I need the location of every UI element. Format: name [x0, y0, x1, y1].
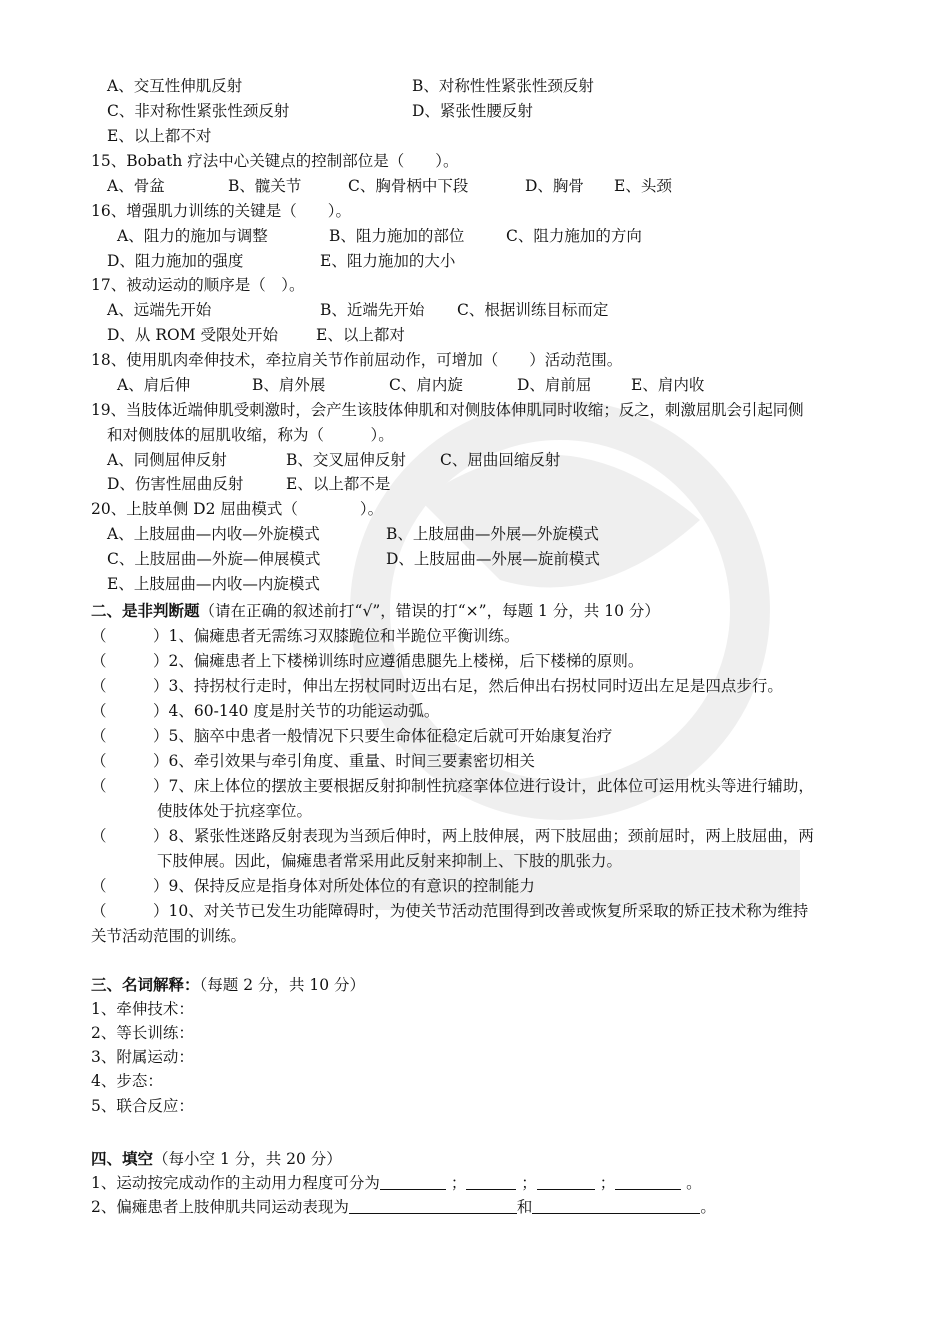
answer-paren[interactable]: （ ）	[91, 877, 169, 895]
separator: ；	[521, 1174, 537, 1192]
tf-text-9: 9、保持反应是指身体对所处体位的有意识的控制能力	[168, 877, 535, 895]
tf-item-10	[91, 900, 808, 922]
q20-option-c: C、上肢屈曲—外旋—伸展模式	[107, 550, 321, 568]
tf-text-2: 2、偏瘫患者上下楼梯训练时应遵循患腿先上楼梯，后下楼梯的原则。	[168, 652, 644, 670]
q20-option-d: D、上肢屈曲—外展—旋前模式	[386, 550, 600, 568]
tf-text-8-cont: 下肢伸展。因此，偏瘫患者常采用此反射来抑制上、下肢的肌张力。	[157, 852, 623, 870]
tf-text-4: 4、60-140 度是肘关节的功能运动弧。	[168, 702, 440, 720]
tf-item-6	[91, 750, 535, 772]
tf-text-3: 3、持拐杖行走时，伸出左拐杖同时迈出右足，然后伸出右拐杖同时迈出左足是四点步行。	[168, 677, 783, 695]
end-mark: 。	[700, 1198, 716, 1216]
q16-option-b: B、阻力施加的部位	[329, 227, 465, 245]
q14-option-d: D、紧张性腰反射	[412, 102, 533, 120]
q15-stem: 15、Bobath 疗法中心关键点的控制部位是（ ）。	[91, 152, 459, 170]
q18-option-c: C、肩内旋	[389, 376, 463, 394]
q17-option-a: A、远端先开始	[107, 301, 212, 319]
q15-option-e: E、头颈	[614, 177, 672, 195]
q14-option-c: C、非对称性紧张性颈反射	[107, 102, 290, 120]
q20-option-a: A、上肢屈曲—内收—外旋模式	[107, 525, 320, 543]
section2-heading	[91, 600, 660, 622]
and-text: 和	[516, 1198, 533, 1216]
q17-option-c: C、根据训练目标而定	[457, 301, 609, 319]
blank-field[interactable]	[380, 1173, 446, 1190]
tf-item-4	[91, 700, 439, 722]
blank-field[interactable]	[466, 1173, 516, 1190]
q18-option-b: B、肩外展	[252, 376, 326, 394]
term-3: 3、附属运动：	[91, 1048, 194, 1066]
q16-option-a: A、阻力的施加与调整	[117, 227, 268, 245]
tf-item-5	[91, 725, 612, 747]
answer-paren[interactable]: （ ）	[91, 777, 169, 795]
answer-paren[interactable]: （ ）	[91, 827, 169, 845]
separator: ；	[450, 1174, 467, 1192]
blank-field[interactable]	[537, 1173, 595, 1190]
q19-option-c: C、屈曲回缩反射	[440, 451, 561, 469]
section3-title: 三、名词解释：	[91, 975, 200, 994]
tf-text-7-cont: 使肢体处于抗痉挛位。	[157, 802, 313, 820]
q20-stem: 20、上肢单侧 D2 屈曲模式（ ）。	[91, 500, 384, 518]
q19-option-e: E、以上都不是	[286, 475, 391, 493]
tf-item-7	[91, 775, 814, 797]
q15-option-d: D、胸骨	[525, 177, 584, 195]
tf-item-1	[91, 625, 519, 647]
answer-paren[interactable]: （ ）	[91, 652, 169, 670]
answer-paren[interactable]: （ ）	[91, 627, 169, 645]
term-1: 1、牵伸技术：	[91, 1000, 194, 1018]
q17-option-e: E、以上都对	[316, 326, 405, 344]
answer-paren[interactable]: （ ）	[91, 727, 169, 745]
q14-option-e: E、以上都不对	[107, 127, 212, 145]
section3-note: （每题 2 分，共 10 分）	[199, 976, 366, 994]
section2-title: 二、是非判断题	[91, 601, 200, 620]
answer-paren[interactable]: （ ）	[91, 752, 169, 770]
fill-text-2: 2、偏瘫患者上肢伸肌共同运动表现为	[91, 1198, 349, 1216]
q16-option-e: E、阻力施加的大小	[320, 252, 456, 270]
tf-text-8: 8、紧张性迷路反射表现为当颈后伸时，两上肢伸展，两下肢屈曲；颈前屈时，两上肢屈曲，两	[168, 827, 814, 845]
q20-option-b: B、上肢屈曲—外展—外旋模式	[386, 525, 599, 543]
q15-option-c: C、胸骨柄中下段	[348, 177, 469, 195]
answer-paren[interactable]: （ ）	[91, 677, 169, 695]
tf-item-9	[91, 875, 535, 897]
q17-stem: 17、被动运动的顺序是（ ）。	[91, 276, 305, 294]
tf-item-3	[91, 675, 783, 697]
tf-text-10: 10、对关节已发生功能障碍时，为使关节活动范围得到改善或恢复所采取的矫正技术称为维持	[168, 902, 809, 920]
q15-option-a: A、骨盆	[107, 177, 165, 195]
term-4: 4、步态：	[91, 1072, 163, 1090]
blank-field[interactable]	[532, 1197, 700, 1214]
answer-paren[interactable]: （ ）	[91, 702, 169, 720]
fill-item-1	[91, 1172, 702, 1194]
q17-option-b: B、近端先开始	[320, 301, 425, 319]
section4-note: （每小空 1 分，共 20 分）	[153, 1150, 342, 1168]
q20-option-e: E、上肢屈曲—内收—内旋模式	[107, 575, 320, 593]
q19-option-d: D、伤害性屈曲反射	[107, 475, 244, 493]
separator: ；	[599, 1174, 616, 1192]
tf-text-6: 6、牵引效果与牵引角度、重量、时间三要素密切相关	[168, 752, 535, 770]
q18-option-e: E、肩内收	[631, 376, 705, 394]
tf-text-7: 7、床上体位的摆放主要根据反射抑制性抗痉挛体位进行设计，此体位可运用枕头等进行辅助，	[168, 777, 814, 795]
q19-stem-line2: 和对侧肢体的屈肌收缩，称为（ ）。	[107, 426, 394, 444]
q19-option-b: B、交叉屈伸反射	[286, 451, 406, 469]
fill-item-2	[91, 1196, 716, 1218]
q17-option-d: D、从 ROM 受限处开始	[107, 326, 279, 344]
blank-field[interactable]	[615, 1173, 681, 1190]
tf-text-10-cont: 关节活动范围的训练。	[91, 927, 247, 945]
q18-option-d: D、肩前屈	[517, 376, 592, 394]
tf-text-1: 1、偏瘫患者无需练习双膝跪位和半跪位平衡训练。	[168, 627, 520, 645]
q19-option-a: A、同侧屈伸反射	[107, 451, 227, 469]
end-mark: 。	[686, 1174, 702, 1192]
section2-note: （请在正确的叙述前打“√”，错误的打“×”，每题 1 分，共 10 分）	[199, 602, 660, 620]
fill-text-1: 1、运动按完成动作的主动用力程度可分为	[91, 1174, 380, 1192]
tf-item-2	[91, 650, 643, 672]
section4-heading	[91, 1148, 342, 1170]
section4-title: 四、填空	[91, 1149, 154, 1168]
answer-paren[interactable]: （ ）	[91, 902, 169, 920]
term-2: 2、等长训练：	[91, 1024, 194, 1042]
q16-option-d: D、阻力施加的强度	[107, 252, 244, 270]
tf-text-5: 5、脑卒中患者一般情况下只要生命体征稳定后就可开始康复治疗	[168, 727, 613, 745]
q18-stem: 18、使用肌肉牵伸技术，牵拉肩关节作前屈动作，可增加（ ）活动范围。	[91, 351, 623, 369]
section3-heading	[91, 974, 365, 996]
tf-item-8	[91, 825, 814, 847]
q18-option-a: A、肩后伸	[117, 376, 191, 394]
q16-option-c: C、阻力施加的方向	[506, 227, 642, 245]
q16-stem: 16、增强肌力训练的关键是（ ）。	[91, 202, 351, 220]
q14-option-b: B、对称性性紧张性颈反射	[412, 77, 594, 95]
q19-stem-line1: 19、当肢体近端伸肌受刺激时，会产生该肢体伸肌和对侧肢体伸肌同时收缩；反之，刺激屈肌会引起同侧	[91, 401, 804, 419]
term-5: 5、联合反应：	[91, 1097, 194, 1115]
blank-field[interactable]	[349, 1197, 517, 1214]
q14-option-a: A、交互性伸肌反射	[107, 77, 243, 95]
q15-option-b: B、髋关节	[228, 177, 302, 195]
